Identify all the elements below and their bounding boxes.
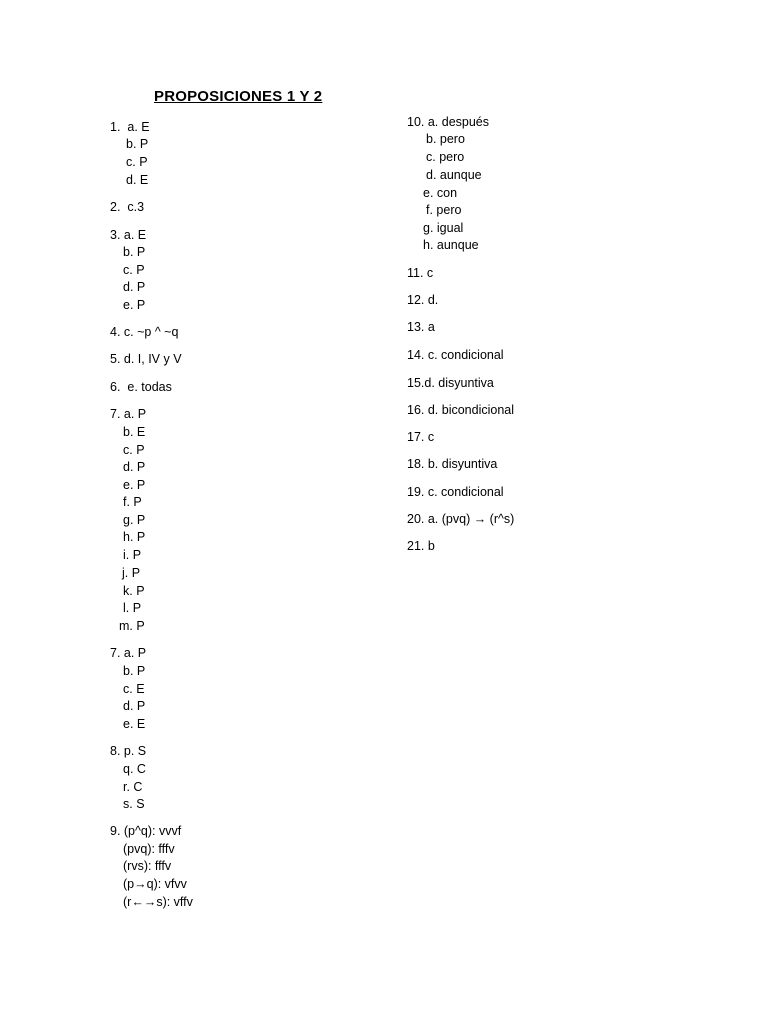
- right-answer-line-3: c. pero: [426, 150, 465, 164]
- left-answer-line-22: i. P: [123, 548, 142, 562]
- right-answer-line-1: 10. a. después: [407, 115, 490, 129]
- left-answer-line-14: 7. a. P: [110, 407, 147, 421]
- left-answer-line-15: b. E: [123, 425, 146, 439]
- left-answer-line-24: k. P: [123, 584, 145, 598]
- left-answer-line-29: c. E: [123, 682, 145, 696]
- right-answer-line-7: g. igual: [423, 221, 464, 235]
- left-answer-line-13: 6. e. todas: [110, 380, 172, 394]
- right-answer-line-12: 14. c. condicional: [407, 348, 504, 362]
- left-answer-line-26: m. P: [119, 619, 145, 633]
- left-answer-line-20: g. P: [123, 513, 146, 527]
- left-answer-line-7: b. P: [123, 245, 146, 259]
- left-answer-line-1: 1. a. E: [110, 120, 150, 134]
- left-answer-line-35: s. S: [123, 797, 145, 811]
- right-answer-line-8: h. aunque: [423, 238, 479, 252]
- left-answer-line-6: 3. a. E: [110, 228, 147, 242]
- right-answer-line-9: 11. c: [407, 266, 434, 280]
- left-answer-line-27: 7. a. P: [110, 646, 147, 660]
- left-answer-line-34: r. C: [123, 780, 143, 794]
- right-answer-line-2: b. pero: [426, 132, 465, 146]
- left-answer-line-19: f. P: [123, 495, 142, 509]
- right-answer-line-5: e. con: [423, 186, 458, 200]
- left-answer-line-4: d. E: [126, 173, 149, 187]
- left-answer-line-23: j. P: [122, 566, 141, 580]
- left-answer-line-9: d. P: [123, 280, 146, 294]
- left-answer-line-33: q. C: [123, 762, 146, 776]
- right-answer-line-15: 17. c: [407, 430, 435, 444]
- left-answer-line-18: e. P: [123, 478, 146, 492]
- right-answer-line-18: 20. a. (pvq) → (r^s): [407, 512, 515, 526]
- right-answer-line-14: 16. d. bicondicional: [407, 403, 515, 417]
- left-answer-line-32: 8. p. S: [110, 744, 147, 758]
- left-answer-line-40: (r←→s): vffv: [123, 895, 193, 909]
- left-answer-line-8: c. P: [123, 263, 145, 277]
- left-answer-line-37: (pvq): fffv: [123, 842, 175, 856]
- right-answer-line-16: 18. b. disyuntiva: [407, 457, 498, 471]
- page-title: PROPOSICIONES 1 Y 2: [154, 88, 323, 105]
- left-answer-line-2: b. P: [126, 137, 149, 151]
- right-answer-line-19: 21. b: [407, 539, 435, 553]
- left-answer-line-17: d. P: [123, 460, 146, 474]
- right-answer-line-4: d. aunque: [426, 168, 482, 182]
- left-answer-line-31: e. E: [123, 717, 146, 731]
- left-answer-line-5: 2. c.3: [110, 200, 145, 214]
- right-answer-line-11: 13. a: [407, 320, 435, 334]
- left-answer-line-12: 5. d. I, IV y V: [110, 352, 182, 366]
- right-answer-line-17: 19. c. condicional: [407, 485, 504, 499]
- left-answer-line-36: 9. (p^q): vvvf: [110, 824, 182, 838]
- left-answer-line-11: 4. c. ~p ^ ~q: [110, 325, 179, 339]
- left-answer-line-10: e. P: [123, 298, 146, 312]
- left-answer-line-39: (p→q): vfvv: [123, 877, 187, 891]
- left-answer-line-25: l. P: [123, 601, 142, 615]
- left-answer-line-28: b. P: [123, 664, 146, 678]
- left-answer-line-3: c. P: [126, 155, 148, 169]
- left-answer-line-38: (rvs): fffv: [123, 859, 172, 873]
- right-answer-line-6: f. pero: [426, 203, 462, 217]
- left-answer-line-30: d. P: [123, 699, 146, 713]
- left-answer-line-16: c. P: [123, 443, 145, 457]
- right-answer-line-13: 15.d. disyuntiva: [407, 376, 494, 390]
- left-answer-line-21: h. P: [123, 530, 146, 544]
- right-answer-line-10: 12. d.: [407, 293, 439, 307]
